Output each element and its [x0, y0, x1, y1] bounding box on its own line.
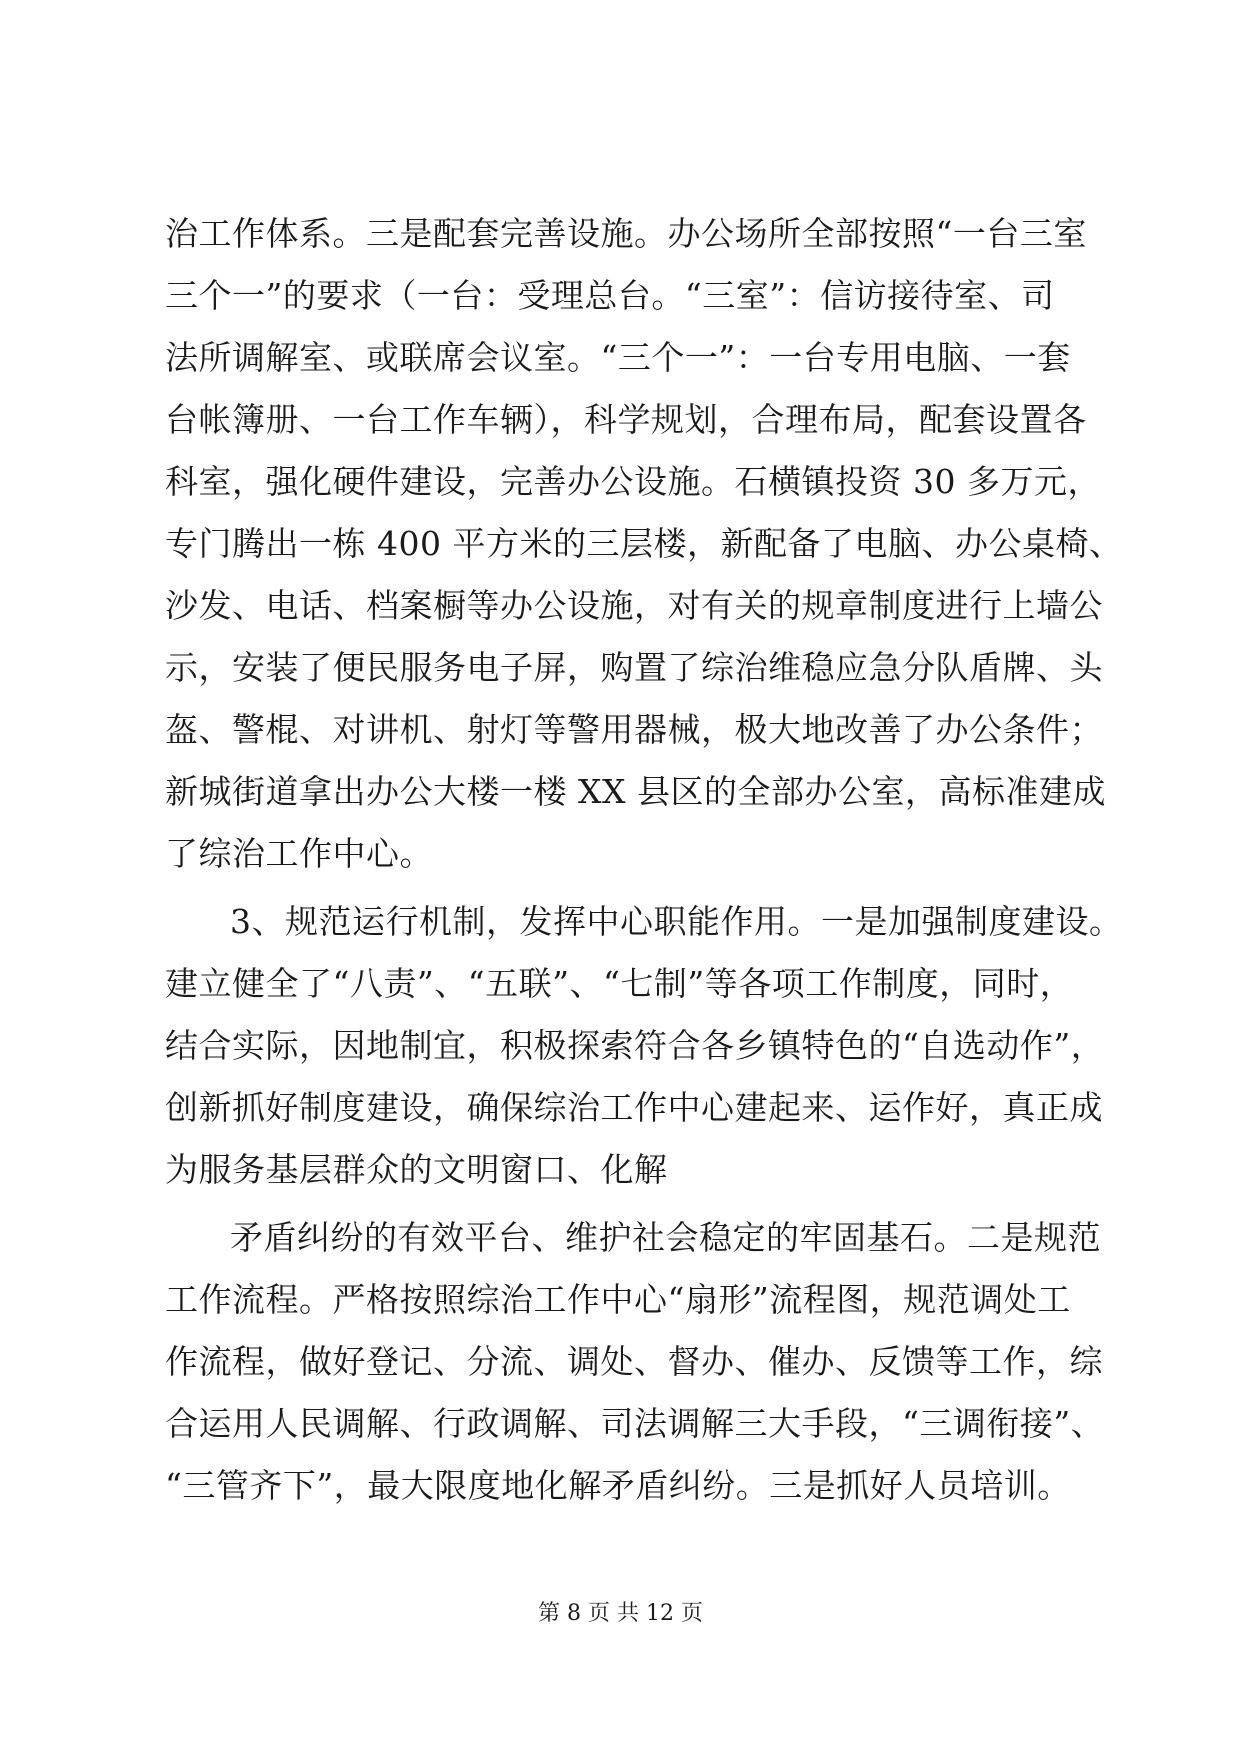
text-line: 合运用人民调解、行政调解、司法调解三大手段，“三调衔接”、	[165, 1404, 1105, 1443]
text-line: 工作流程。严格按照综治工作中心“扇形”流程图，规范调处工	[165, 1280, 1071, 1319]
text-line: 新城街道拿出办公大楼一楼 XX 县区的全部办公室，高标准建成	[165, 772, 1106, 811]
text-line: 盔、警棍、对讲机、射灯等警用器械，极大地改善了办公条件；	[165, 710, 1103, 749]
text-line: “三管齐下”，最大限度地化解矛盾纠纷。三是抓好人员培训。	[165, 1466, 1071, 1505]
paragraph-start-line: 3、规范运行机制，发挥中心职能作用。一是加强制度建设。	[230, 902, 1123, 941]
text-line: 结合实际，因地制宜，积极探索符合各乡镇特色的“自选动作”，	[165, 1026, 1105, 1065]
page-number-footer: 第 8 页 共 12 页	[538, 1601, 703, 1626]
text-line: 为服务基层群众的文明窗口、化解	[165, 1150, 668, 1189]
text-line: 台帐簿册、一台工作车辆），科学规划，合理布局，配套设置各	[165, 400, 1087, 439]
paragraph-start-line: 矛盾纠纷的有效平台、维护社会稳定的牢固基石。二是规范	[230, 1218, 1101, 1257]
text-line: 创新抓好制度建设，确保综治工作中心建起来、运作好，真正成	[165, 1088, 1103, 1127]
text-line: 科室，强化硬件建设，完善办公设施。石横镇投资 30 多万元，	[165, 462, 1101, 501]
text-line: 法所调解室、或联席会议室。“三个一”：一台专用电脑、一套	[165, 338, 1071, 377]
text-line: 作流程，做好登记、分流、调处、督办、催办、反馈等工作，综	[165, 1342, 1103, 1381]
text-line: 治工作体系。三是配套完善设施。办公场所全部按照“一台三室	[165, 214, 1087, 253]
text-line: 专门腾出一栋 400 平方米的三层楼，新配备了电脑、办公桌椅、	[165, 524, 1123, 563]
text-line: 建立健全了“八责”、“五联”、“七制”等各项工作制度，同时，	[165, 964, 1074, 1003]
text-line: 了综治工作中心。	[165, 834, 433, 873]
text-line: 沙发、电话、档案橱等办公设施，对有关的规章制度进行上墙公	[165, 586, 1103, 625]
text-line: 三个一”的要求（一台：受理总台。“三室”：信访接待室、司	[165, 276, 1055, 315]
text-line: 示，安装了便民服务电子屏，购置了综治维稳应急分队盾牌、头	[165, 648, 1103, 687]
